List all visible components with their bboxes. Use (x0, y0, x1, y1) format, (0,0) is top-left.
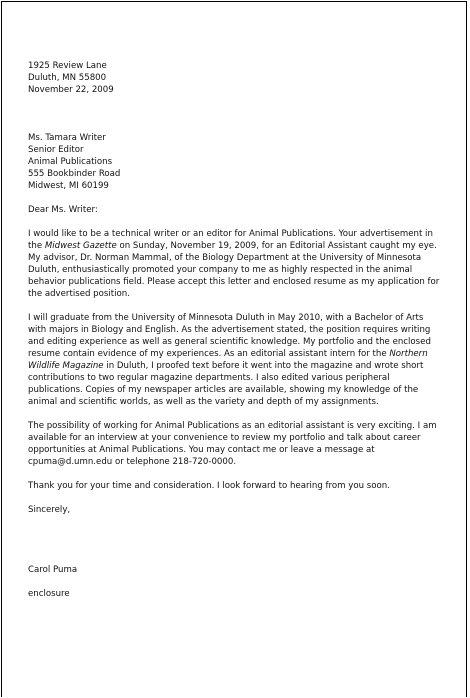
recipient-address (28, 132, 448, 192)
paragraph-3-line: opportunities at Animal Publications. You may contact me or leave a message at (28, 445, 375, 455)
spacer (28, 516, 448, 564)
paragraph-3-line: available for an interview at your convenience to review my portfolio and talk about career (28, 433, 421, 443)
signature-name: Carol Puma (28, 565, 78, 575)
letter-page (1, 1, 467, 697)
recipient-title: Senior Editor (28, 145, 84, 155)
paragraph-1-line: My advisor, Dr. Norman Mammal, of the Biology Department at the University of Minnesota (28, 253, 422, 263)
paragraph-2-line: with majors in Biology and English. As the advertisement stated, the position requires writing (28, 325, 431, 335)
spacer (28, 492, 448, 504)
text-segment: on Sunday, November 19, 2009, for an Editorial Assistant caught my eye. (116, 241, 437, 251)
sender-street: 1925 Review Lane (28, 61, 107, 71)
paragraph-3-line: cpuma@d.umn.edu or telephone 218-720-0000. (28, 457, 237, 467)
sender-city-line: Duluth, MN 55800 (28, 73, 107, 83)
paragraph-1-line: the advertised position. (28, 289, 130, 299)
salutation: Dear Ms. Writer: (28, 205, 98, 215)
spacer (28, 408, 448, 420)
paragraph-3 (28, 420, 448, 468)
paragraph-2-line: I will graduate from the University of Minnesota Duluth in May 2010, with a Bachelor of Arts (28, 313, 424, 323)
paragraph-1-line: behavior publications field. Please accept this letter and enclosed resume as my application for (28, 277, 440, 287)
paragraph-2-line: publications. Copies of my newspaper articles are available, showing my knowledge of the (28, 385, 419, 395)
paragraph-2 (28, 312, 448, 408)
paragraph-1-line (28, 240, 448, 252)
text-segment: resume contain evidence of my experiences. As an editorial assistant intern for the (28, 349, 387, 359)
spacer (28, 96, 448, 132)
text-segment: in Duluth, I proofed text before it went into the magazine and wrote short (103, 361, 424, 371)
paragraph-2-line (28, 348, 448, 360)
sender-address (28, 60, 448, 96)
spacer (28, 576, 448, 588)
publication-title: Wildlife Magazine (28, 361, 104, 371)
recipient-street: 555 Bookbinder Road (28, 169, 121, 179)
publication-title: Midwest Gazette (44, 241, 117, 251)
recipient-company: Animal Publications (28, 157, 113, 167)
enclosure-note: enclosure (28, 589, 70, 599)
paragraph-2-line: animal and scientific worlds, as well as the variety and depth of my assignments. (28, 397, 379, 407)
paragraph-2-line (28, 360, 448, 372)
publication-title: Northern (389, 349, 428, 359)
closing: Sincerely, (28, 505, 71, 515)
recipient-name: Ms. Tamara Writer (28, 133, 106, 143)
paragraph-1-line: I would like to be a technical writer or an editor for Animal Publications. Your advertisement in (28, 229, 433, 239)
paragraph-1-line: Duluth, enthusiastically promoted your company to me as highly respected in the animal (28, 265, 413, 275)
cover-letter (28, 60, 448, 600)
paragraph-2-line: and editing experience as well as general scientific knowledge. My portfolio and the enclosed (28, 337, 431, 347)
paragraph-1 (28, 228, 448, 300)
paragraph-3-line: The possibility of working for Animal Publications as an editorial assistant is very exciting. I am (28, 421, 437, 431)
spacer (28, 192, 448, 204)
letter-date: November 22, 2009 (28, 85, 114, 95)
paragraph-2-line: contributions to two regular magazine departments. I also edited various peripheral (28, 373, 390, 383)
spacer (28, 300, 448, 312)
spacer (28, 468, 448, 480)
text-segment: the (28, 241, 43, 251)
recipient-city-line: Midwest, MI 60199 (28, 181, 109, 191)
paragraph-4: Thank you for your time and consideration. I look forward to hearing from you soon. (28, 481, 390, 491)
spacer (28, 216, 448, 228)
